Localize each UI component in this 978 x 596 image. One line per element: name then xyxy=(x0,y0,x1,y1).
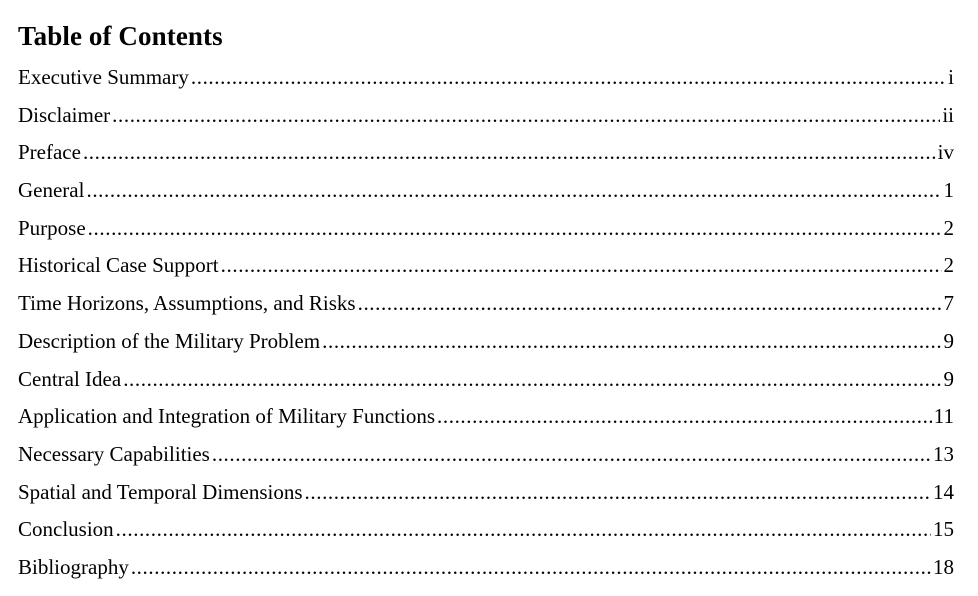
toc-entry-label: Central Idea xyxy=(18,366,122,391)
dot-leader xyxy=(305,479,931,505)
toc-entry-page: 7 xyxy=(943,291,954,316)
dot-leader xyxy=(322,328,941,354)
toc-entry-page: 1 xyxy=(943,178,954,203)
dot-leader xyxy=(88,215,942,241)
toc-entry-page: 2 xyxy=(943,253,954,278)
toc-entry-label: Preface xyxy=(18,140,81,165)
toc-entry[interactable] xyxy=(18,479,954,517)
toc-entry-label: Application and Integration of Military Functions xyxy=(18,404,436,429)
toc-entry-label: Conclusion xyxy=(18,517,114,542)
toc-entry-page: 15 xyxy=(933,517,954,542)
toc-entry[interactable] xyxy=(18,366,954,404)
dot-leader xyxy=(221,252,942,278)
toc-title: Table of Contents xyxy=(18,21,223,51)
toc-entry-page: 14 xyxy=(933,479,954,504)
toc-entry-label: Historical Case Support xyxy=(18,253,219,278)
toc-list xyxy=(18,64,954,592)
toc-entry[interactable] xyxy=(18,441,954,479)
toc-entry[interactable] xyxy=(18,252,954,290)
dot-leader xyxy=(131,554,931,580)
toc-entry[interactable] xyxy=(18,64,954,102)
toc-entry[interactable] xyxy=(18,215,954,253)
dot-leader xyxy=(116,516,931,542)
toc-entry-page: 9 xyxy=(943,366,954,391)
toc-entry[interactable] xyxy=(18,290,954,328)
toc-entry-label: Bibliography xyxy=(18,554,129,579)
toc-entry[interactable] xyxy=(18,328,954,366)
toc-entry-label: Spatial and Temporal Dimensions xyxy=(18,479,303,504)
toc-entry-label: Purpose xyxy=(18,215,86,240)
dot-leader xyxy=(191,64,946,90)
toc-entry[interactable] xyxy=(18,516,954,554)
dot-leader xyxy=(358,290,942,316)
toc-entry[interactable] xyxy=(18,177,954,215)
toc-entry-page: 2 xyxy=(943,215,954,240)
toc-entry-page: iv xyxy=(937,140,954,165)
toc-entry[interactable] xyxy=(18,139,954,177)
toc-entry-page: 13 xyxy=(933,441,954,466)
dot-leader xyxy=(83,139,936,165)
toc-entry-page: 9 xyxy=(943,328,954,353)
toc-entry-label: General xyxy=(18,178,85,203)
toc-entry-page: ii xyxy=(942,102,954,127)
toc-entry-label: Description of the Military Problem xyxy=(18,328,321,353)
toc-entry-page: i xyxy=(948,65,954,89)
toc-entry-label: Necessary Capabilities xyxy=(18,441,210,466)
dot-leader xyxy=(112,102,940,128)
toc-entry-label: Disclaimer xyxy=(18,102,111,127)
dot-leader xyxy=(437,403,932,429)
toc-entry-page: 18 xyxy=(933,554,954,579)
toc-entry[interactable] xyxy=(18,102,954,140)
toc-entry[interactable] xyxy=(18,554,954,592)
toc-entry[interactable] xyxy=(18,403,954,441)
dot-leader xyxy=(123,366,941,392)
toc-entry-page: 11 xyxy=(933,404,954,429)
dot-leader xyxy=(212,441,931,467)
dot-leader xyxy=(86,177,941,203)
toc-entry-label: Executive Summary xyxy=(18,65,189,89)
toc-entry-label: Time Horizons, Assumptions, and Risks xyxy=(18,291,356,316)
